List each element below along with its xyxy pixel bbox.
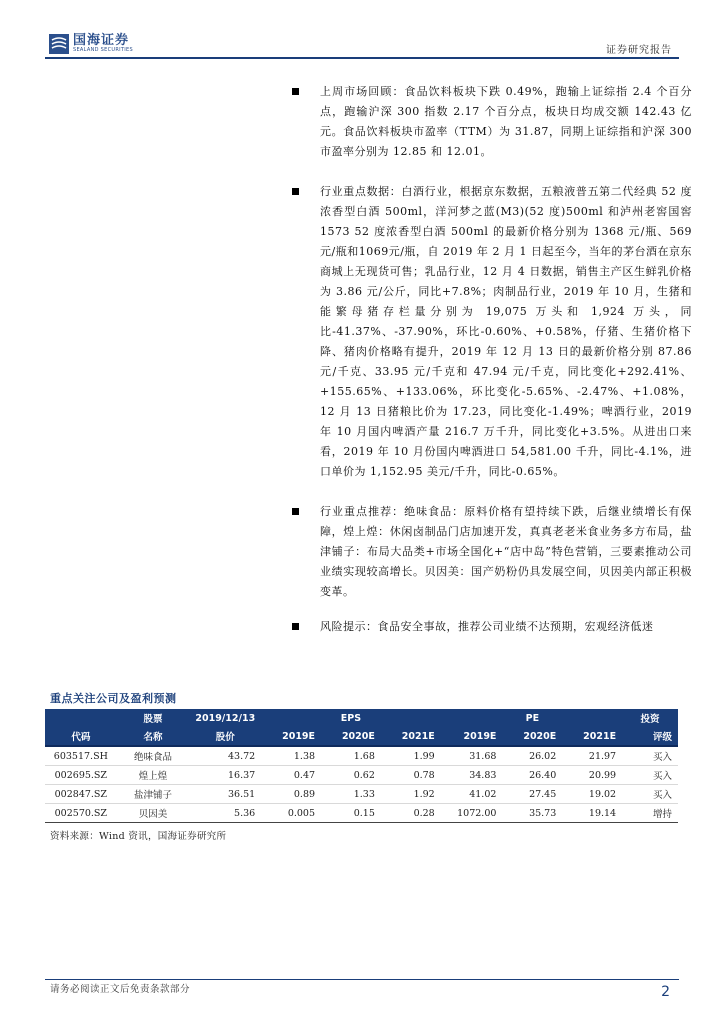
table-title: 重点关注公司及盈利预测 xyxy=(50,692,177,705)
header-cell: 2020E xyxy=(502,727,562,746)
bullet-text: 上周市场回顾：食品饮料板块下跌 0.49%，跑输上证综指 2.4 个百分点，跑输沪深 300 指数 2.17 个百分点，板块日均成交额 142.43 亿元。食品饮料板块市盈率（TTM）为 31.87，同期上证综指和沪深 300 市盈率分别为 12.85 和 12.01。 xyxy=(320,85,692,158)
table-row xyxy=(45,785,678,804)
bullet-industry-data xyxy=(292,182,692,482)
document-type-label: 证券研究报告 xyxy=(606,45,672,56)
table-row xyxy=(45,766,678,785)
logo-english-name: SEALAND SECURITIES xyxy=(73,47,133,53)
page-header xyxy=(0,0,724,60)
header-cell: 股票 xyxy=(117,709,190,727)
bullet-list xyxy=(292,82,692,637)
header-cell xyxy=(381,709,441,727)
cell-eps-2019: 0.89 xyxy=(261,785,321,804)
header-cell: 投资 xyxy=(622,709,678,727)
bullet-square-icon xyxy=(292,188,299,195)
cell-pe-2021: 19.02 xyxy=(562,785,622,804)
company-logo xyxy=(49,34,133,54)
cell-eps-2020: 1.33 xyxy=(321,785,381,804)
cell-pe-2019: 41.02 xyxy=(441,785,503,804)
header-cell: 2019/12/13 xyxy=(189,709,261,727)
cell-name: 盐津铺子 xyxy=(117,785,190,804)
cell-eps-2020: 0.15 xyxy=(321,804,381,823)
cell-rating: 买入 xyxy=(622,785,678,804)
header-divider xyxy=(45,57,679,59)
cell-price: 5.36 xyxy=(189,804,261,823)
bullet-text: 行业重点数据：白酒行业，根据京东数据，五粮液普五第二代经典 52 度浓香型白酒 500ml，洋河梦之蓝(M3)(52 度)500ml 和泸州老窖国窖 1573 52 度浓香型白酒 500ml 的最新价格分别为 1368 元/瓶、569元/瓶和1069元/瓶，自 2019 年 2 月 1 日起至今，当年的茅台酒在京东商城上无现货可售；乳品行业，12 月 4 日数据，销售主产区生鲜乳价格为 3.86 元/公斤，同比+7.8%；肉制品行业，2019 年 10 月，生猪和能繁母猪存栏量分别为 19,075 万头和 1,924 万头，同比-41.37%、-37.90%，环比-0.60%、+0.58%，仔猪、生猪价格下降、猪肉价格略有提升，2019 年 12 月 13 日的最新价格分别 87.86 元/千克、33.95 元/千克和 47.94 元/千克，同比变化+292.41%、+155.65%、+133.06%，环比变化-5.65%、-2.47%、+1.08%，12 月 13 日猪粮比价为 17.23，同比变化-1.49%；啤酒行业，2019 年 10 月国内啤酒产量 216.7 万千升，同比变化+3.5%。从进出口来看，2019 年 10 月份国内啤酒进口 54,581.00 千升，同比-4.1%，进口单价为 1,152.95 美元/千升，同比-0.65%。 xyxy=(320,185,692,478)
cell-name: 煌上煌 xyxy=(117,766,190,785)
header-cell: PE xyxy=(502,709,562,727)
header-cell xyxy=(261,709,321,727)
header-cell xyxy=(441,709,503,727)
header-cell: 2019E xyxy=(441,727,503,746)
header-cell: 2020E xyxy=(321,727,381,746)
bullet-text: 行业重点推荐：绝味食品：原料价格有望持续下跌，后继业绩增长有保障，煌上煌：休闲卤制品门店加速开发，真真老老米食业务多方布局，盐津铺子：布局大品类+市场全国化+“店中岛”特色营销，三要素推动公司业绩实现较高增长。贝因美：国产奶粉仍具发展空间，贝因美内部正积极变革。 xyxy=(320,505,692,598)
bullet-recommendations xyxy=(292,502,692,602)
cell-price: 43.72 xyxy=(189,746,261,766)
cell-eps-2020: 0.62 xyxy=(321,766,381,785)
cell-eps-2021: 1.92 xyxy=(381,785,441,804)
header-cell: 2019E xyxy=(261,727,321,746)
table-source-note: 资料来源：Wind 资讯，国海证券研究所 xyxy=(50,831,227,842)
cell-name: 绝味食品 xyxy=(117,746,190,766)
cell-pe-2020: 27.45 xyxy=(502,785,562,804)
table-header-row xyxy=(45,727,678,746)
bullet-market-review xyxy=(292,82,692,162)
bullet-square-icon xyxy=(292,508,299,515)
header-cell xyxy=(45,709,117,727)
cell-pe-2021: 21.97 xyxy=(562,746,622,766)
cell-rating: 增持 xyxy=(622,804,678,823)
bullet-risk-warning xyxy=(292,617,692,637)
header-cell: 2021E xyxy=(562,727,622,746)
bullet-square-icon xyxy=(292,623,299,630)
cell-eps-2019: 1.38 xyxy=(261,746,321,766)
table-header-row xyxy=(45,709,678,727)
bullet-square-icon xyxy=(292,88,299,95)
cell-eps-2020: 1.68 xyxy=(321,746,381,766)
cell-pe-2019: 1072.00 xyxy=(441,804,503,823)
cell-pe-2020: 35.73 xyxy=(502,804,562,823)
bullet-text: 风险提示：食品安全事故，推荐公司业绩不达预期，宏观经济低迷 xyxy=(320,620,654,633)
cell-pe-2021: 20.99 xyxy=(562,766,622,785)
cell-pe-2021: 19.14 xyxy=(562,804,622,823)
header-cell: 2021E xyxy=(381,727,441,746)
page-number: 2 xyxy=(661,984,670,1000)
disclaimer-note: 请务必阅读正文后免责条款部分 xyxy=(50,984,191,995)
cell-pe-2020: 26.40 xyxy=(502,766,562,785)
header-cell: 评级 xyxy=(622,727,678,746)
cell-eps-2021: 0.28 xyxy=(381,804,441,823)
cell-eps-2021: 0.78 xyxy=(381,766,441,785)
cell-eps-2021: 1.99 xyxy=(381,746,441,766)
earnings-forecast-table xyxy=(45,709,678,823)
cell-rating: 买入 xyxy=(622,746,678,766)
cell-name: 贝因美 xyxy=(117,804,190,823)
cell-code: 002847.SZ xyxy=(45,785,117,804)
cell-code: 002570.SZ xyxy=(45,804,117,823)
cell-rating: 买入 xyxy=(622,766,678,785)
cell-code: 603517.SH xyxy=(45,746,117,766)
header-cell xyxy=(562,709,622,727)
cell-code: 002695.SZ xyxy=(45,766,117,785)
table-row xyxy=(45,746,678,766)
cell-price: 36.51 xyxy=(189,785,261,804)
cell-pe-2019: 31.68 xyxy=(441,746,503,766)
header-cell: 名称 xyxy=(117,727,190,746)
cell-eps-2019: 0.47 xyxy=(261,766,321,785)
header-cell: EPS xyxy=(321,709,381,727)
sealand-logo-icon xyxy=(49,34,69,54)
header-cell: 股价 xyxy=(189,727,261,746)
header-cell: 代码 xyxy=(45,727,117,746)
cell-eps-2019: 0.005 xyxy=(261,804,321,823)
cell-price: 16.37 xyxy=(189,766,261,785)
table-row xyxy=(45,804,678,823)
cell-pe-2019: 34.83 xyxy=(441,766,503,785)
cell-pe-2020: 26.02 xyxy=(502,746,562,766)
footer-divider xyxy=(45,979,679,980)
logo-chinese-name: 国海证券 xyxy=(73,33,130,48)
